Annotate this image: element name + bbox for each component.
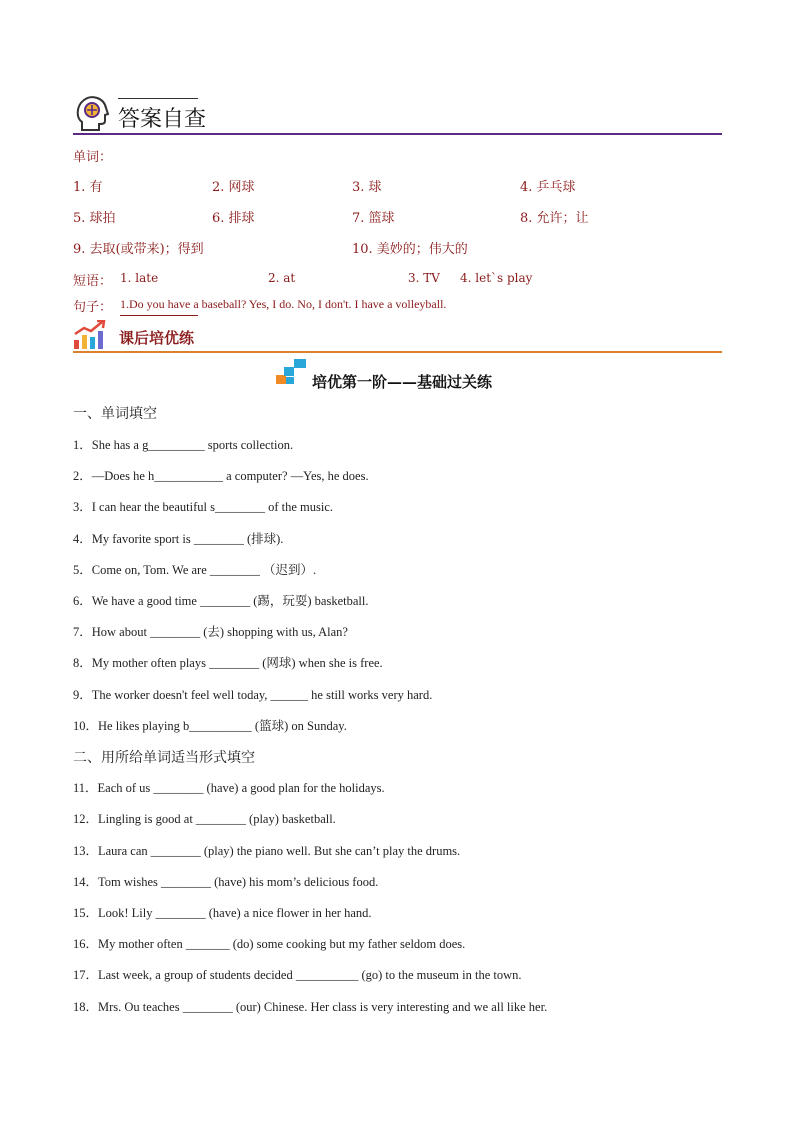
phrase-item: 3. TV	[408, 271, 440, 285]
phrase-item: 2. at	[268, 271, 296, 285]
vocab-item: 5. 球拍	[73, 211, 116, 226]
title-divider	[73, 133, 722, 135]
question-item: 17．Last week, a group of students decided __________ (go) to the museum in the town.	[73, 968, 522, 982]
vocab-label: 单词：	[73, 150, 113, 165]
question-item: 10．He likes playing b__________ (篮球) on Sunday.	[73, 719, 347, 733]
question-item: 15．Look! Lily ________ (have) a nice flower in her hand.	[73, 906, 372, 920]
vocab-item: 6. 排球	[212, 211, 255, 226]
phrase-item: 4. let`s play	[460, 271, 533, 285]
question-item: 6．We have a good time ________ (踢，玩耍) basketball.	[73, 594, 369, 608]
vocab-item: 3. 球	[352, 180, 382, 195]
phrases-label: 短语：	[73, 274, 113, 289]
phrase-item: 1. late	[120, 271, 159, 285]
stairs-icon	[276, 359, 310, 385]
section-title: 课后培优练	[119, 329, 195, 347]
question-item: 13．Laura can ________ (play) the piano well. But she can’t play the drums.	[73, 844, 461, 858]
sentences-label: 句子：	[73, 300, 113, 315]
part2-title: 二、用所给单词适当形式填空	[73, 750, 255, 766]
question-item: 7．How about ________ (去) shopping with us, Alan?	[73, 625, 348, 639]
vocab-item: 1. 有	[73, 180, 103, 195]
question-item: 5．Come on, Tom. We are ________ （迟到）.	[73, 563, 317, 577]
stage-title: 培优第一阶——基础过关练	[312, 373, 493, 391]
question-item: 14．Tom wishes ________ (have) his mom’s delicious food.	[73, 875, 379, 889]
question-item: 8．My mother often plays ________ (网球) when she is free.	[73, 656, 383, 670]
vocab-item: 4. 乒乓球	[520, 180, 576, 195]
question-item: 11．Each of us ________ (have) a good plan for the holidays.	[73, 781, 385, 795]
question-item: 12．Lingling is good at ________ (play) basketball.	[73, 812, 336, 826]
title-overline	[118, 98, 198, 99]
part1-title: 一、单词填空	[73, 406, 157, 422]
page-title: 答案自查	[118, 107, 207, 132]
question-item: 18．Mrs. Ou teaches ________ (our) Chinese. Her class is very interesting and we all like her.	[73, 1000, 548, 1014]
question-item: 4．My favorite sport is ________ (排球).	[73, 532, 284, 546]
section-divider	[73, 351, 722, 353]
vocab-item: 2. 网球	[212, 180, 255, 195]
sentence-item: 1.Do you have a baseball? Yes, I do. No, I don't. I have a volleyball.	[120, 297, 447, 311]
vocab-item: 10. 美妙的；伟大的	[352, 242, 468, 257]
question-item: 1．She has a g_________ sports collection.	[73, 438, 294, 452]
vocab-item: 8. 允许；让	[520, 211, 589, 226]
question-item: 3．I can hear the beautiful s________ of the music.	[73, 500, 333, 514]
question-item: 9．The worker doesn't feel well today, ______ he still works very hard.	[73, 688, 433, 702]
head-icon	[74, 94, 110, 132]
bar-chart-icon	[73, 320, 107, 350]
sentence-underline	[120, 315, 198, 316]
question-item: 16．My mother often _______ (do) some cooking but my father seldom does.	[73, 937, 466, 951]
question-item: 2．—Does he h___________ a computer? —Yes, he does.	[73, 469, 369, 483]
vocab-item: 7. 篮球	[352, 211, 395, 226]
vocab-item: 9. 去取(或带来)；得到	[73, 242, 204, 257]
